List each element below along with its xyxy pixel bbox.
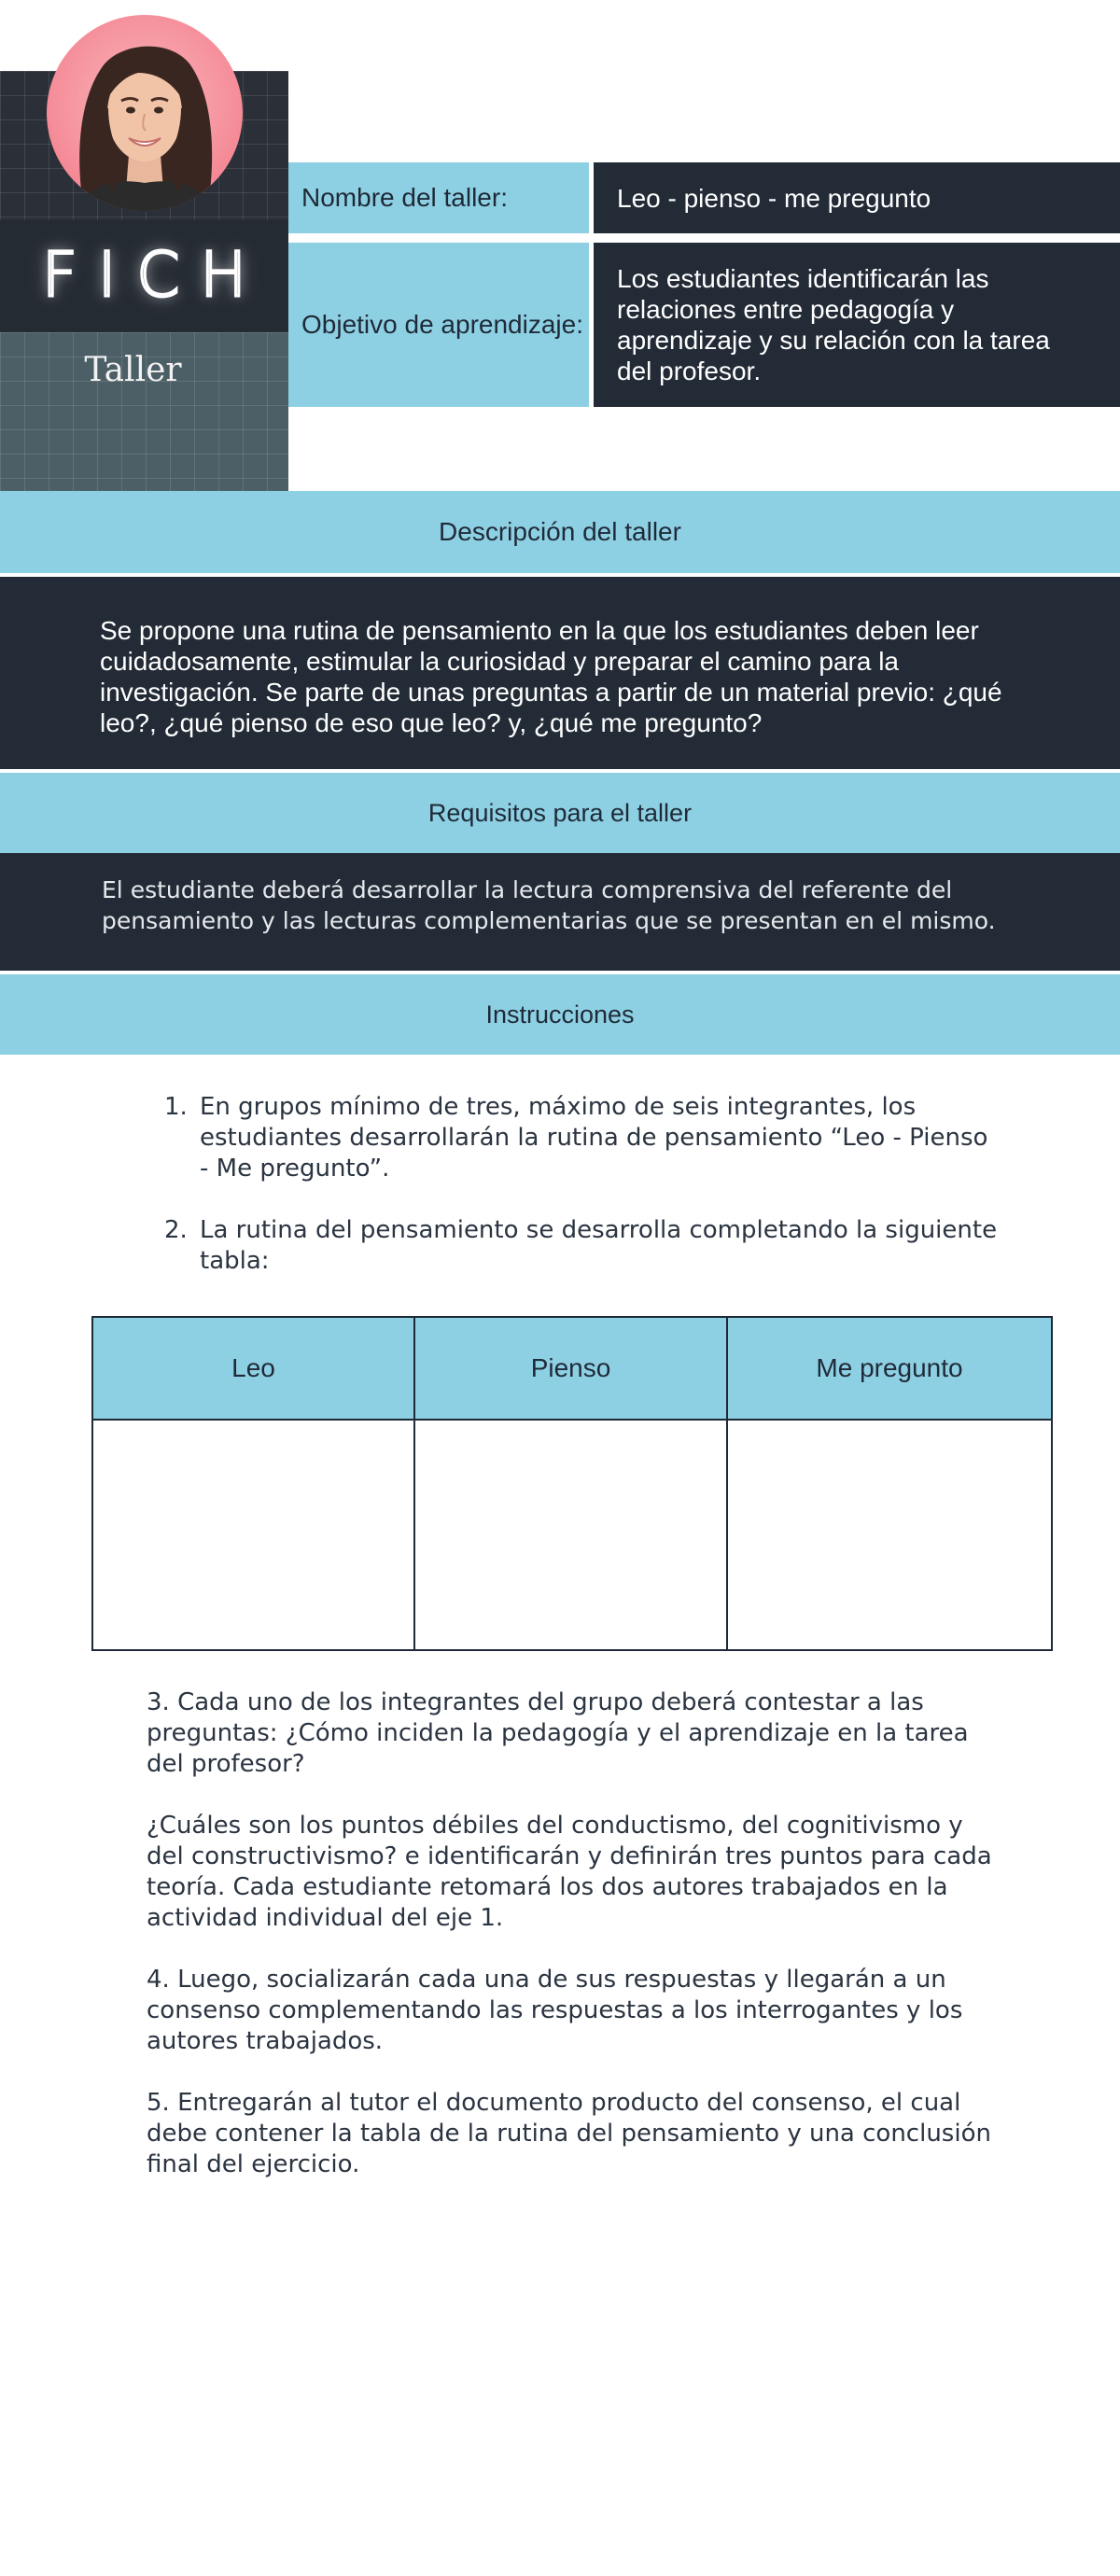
description-section: [0, 577, 1120, 769]
step-text: La rutina del pensamiento se desarrolla completando la siguiente tabla:: [200, 1216, 998, 1275]
avatar: [47, 15, 243, 211]
brand-word: FICH: [41, 239, 268, 311]
requirements-heading: Requisitos para el taller: [0, 773, 1120, 853]
avatar-portrait-icon: [47, 15, 243, 211]
list-item: [164, 1092, 1004, 1184]
step-number: 1.: [164, 1093, 188, 1121]
table-header-me-pregunto: Me pregunto: [728, 1318, 1051, 1421]
workshop-name-value: Leo - pienso - me pregunto: [594, 162, 1120, 233]
list-item: [164, 1215, 1004, 1277]
instruction-paragraph-4: 4. Luego, socializarán cada una de sus respuestas y llegarán a un consenso complementando las respuestas a los interrogantes y los autores trabajados.: [147, 1966, 963, 2055]
instruction-paragraph-5: 5. Entregarán al tutor el documento producto del consenso, el cual debe contener la tabla de la rutina del pensamiento y una conclusión final del ejercicio.: [147, 2089, 991, 2178]
routine-table: [91, 1316, 1053, 1651]
instruction-paragraph-questions: ¿Cuáles son los puntos débiles del conductismo, del cognitivismo y del constructivismo? e identificarán y definirán tres puntos para cada teoría. Cada estudiante retomará los dos autores trabajados en la actividad individual del eje 1.: [147, 1812, 992, 1932]
learning-objective-value: Los estudiantes identificarán las relaciones entre pedagogía y aprendizaje y su relación con la tarea del profesor.: [594, 243, 1120, 407]
workshop-name-label: Nombre del taller:: [288, 162, 589, 233]
table-cell-leo[interactable]: [93, 1421, 415, 1649]
instructions-heading: Instrucciones: [0, 974, 1120, 1055]
description-text: Se propone una rutina de pensamiento en la que los estudiantes deben leer cuidadosamente, estimular la curiosidad y preparar el camino para la investigación. Se parte de unas preguntas a partir de un material previo: ¿qué leo?, ¿qué pienso de eso que leo? y, ¿qué me pregunto?: [100, 616, 1002, 737]
instruction-paragraph-3: 3. Cada uno de los integrantes del grupo deberá contestar a las preguntas: ¿Cómo inciden la pedagogía y el aprendizaje en la tarea del profesor?: [147, 1688, 969, 1778]
requirements-text: El estudiante deberá desarrollar la lectura comprensiva del referente del pensamiento y las lecturas complementarias que se presentan en el mismo.: [102, 876, 996, 934]
step-number: 2.: [164, 1216, 188, 1244]
table-cell-pienso[interactable]: [415, 1421, 728, 1649]
instructions-list: [164, 1092, 1004, 1277]
step-text: En grupos mínimo de tres, máximo de seis integrantes, los estudiantes desarrollarán la rutina de pensamiento “Leo - Pienso - Me pregunto”.: [200, 1093, 988, 1183]
table-cell-me-pregunto[interactable]: [728, 1421, 1051, 1649]
badge-word: Taller: [84, 351, 182, 389]
learning-objective-label: Objetivo de aprendizaje:: [288, 243, 589, 407]
table-header-leo: Leo: [93, 1318, 415, 1421]
table-header-pienso: Pienso: [415, 1318, 728, 1421]
description-heading: Descripción del taller: [0, 491, 1120, 573]
requirements-section: [0, 853, 1120, 971]
